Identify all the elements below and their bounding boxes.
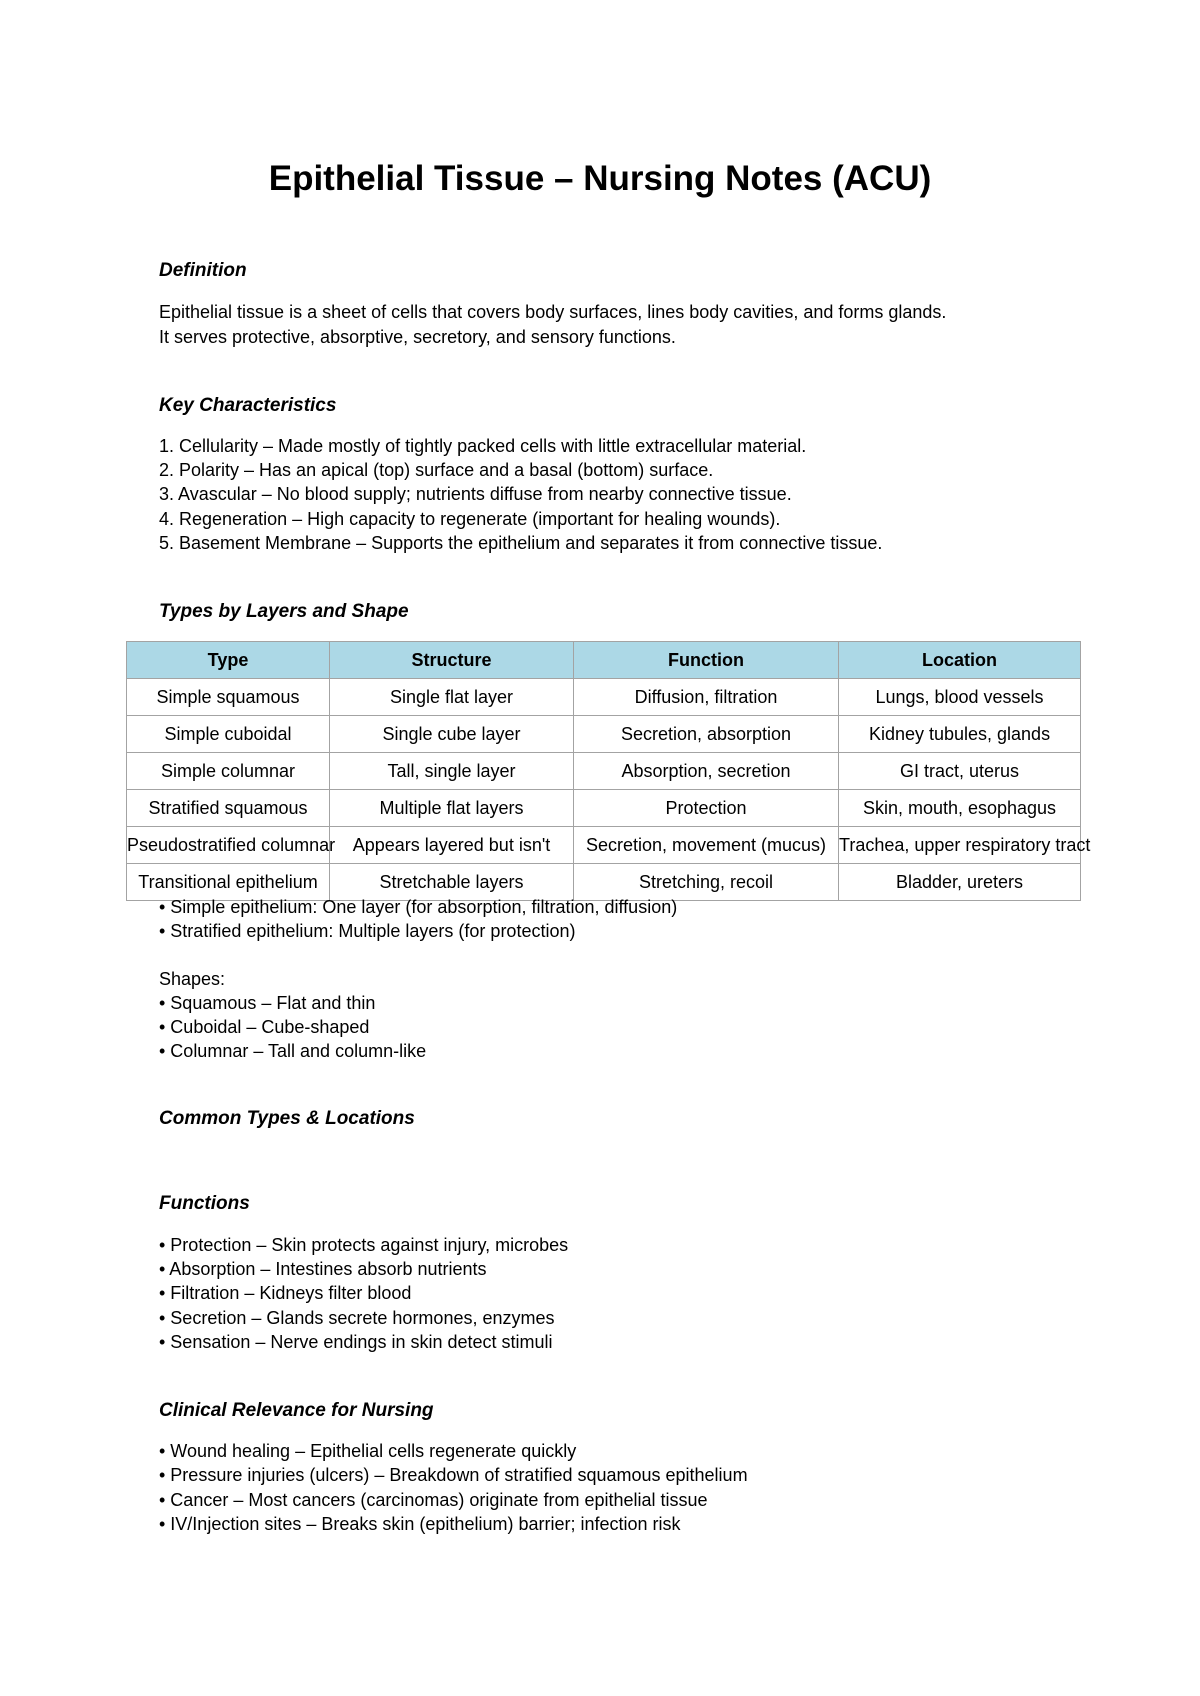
clinical-item: • Wound healing – Epithelial cells regenerate quickly (159, 1441, 577, 1461)
table-cell: Simple squamous (127, 679, 330, 716)
function-item: • Sensation – Nerve endings in skin detect stimuli (159, 1332, 553, 1352)
definition-line: It serves protective, absorptive, secretory, and sensory functions. (159, 327, 676, 347)
table-cell: Stretching, recoil (574, 864, 839, 901)
table-cell: GI tract, uterus (839, 753, 1081, 790)
functions-heading: Functions (159, 1193, 250, 1214)
column-header-structure: Structure (330, 642, 574, 679)
function-item: • Absorption – Intestines absorb nutrients (159, 1259, 487, 1279)
shapes-label: Shapes: (159, 969, 226, 989)
clinical-item: • Cancer – Most cancers (carcinomas) originate from epithelial tissue (159, 1490, 708, 1510)
characteristic-item: 4. Regeneration – High capacity to regenerate (important for healing wounds). (159, 509, 781, 529)
clinical-item: • IV/Injection sites – Breaks skin (epithelium) barrier; infection risk (159, 1514, 681, 1534)
table-cell: Simple cuboidal (127, 716, 330, 753)
definition-heading: Definition (159, 260, 247, 281)
column-header-function: Function (574, 642, 839, 679)
characteristic-item: 2. Polarity – Has an apical (top) surface and a basal (bottom) surface. (159, 460, 714, 480)
table-cell: Simple columnar (127, 753, 330, 790)
table-cell: Single flat layer (330, 679, 574, 716)
table-cell: Secretion, movement (mucus) (574, 827, 839, 864)
clinical-heading: Clinical Relevance for Nursing (159, 1400, 434, 1421)
table-cell: Skin, mouth, esophagus (839, 790, 1081, 827)
function-item: • Secretion – Glands secrete hormones, enzymes (159, 1308, 555, 1328)
clinical-item: • Pressure injuries (ulcers) – Breakdown of stratified squamous epithelium (159, 1465, 748, 1485)
column-header-type: Type (127, 642, 330, 679)
table-cell: Lungs, blood vessels (839, 679, 1081, 716)
table-row (127, 827, 1081, 864)
epithelium-types-table (126, 641, 1091, 901)
table-cell: Single cube layer (330, 716, 574, 753)
definition-line: Epithelial tissue is a sheet of cells that covers body surfaces, lines body cavities, and forms glands. (159, 302, 947, 322)
characteristics-heading: Key Characteristics (159, 395, 337, 416)
table-cell: Stratified squamous (127, 790, 330, 827)
layer-note: • Simple epithelium: One layer (for absorption, filtration, diffusion) (159, 897, 678, 917)
page-title: Epithelial Tissue – Nursing Notes (ACU) (268, 159, 932, 198)
layer-note: • Stratified epithelium: Multiple layers (for protection) (159, 921, 576, 941)
table-cell: Absorption, secretion (574, 753, 839, 790)
table-row (127, 790, 1081, 827)
table-cell: Appears layered but isn't (330, 827, 574, 864)
function-item: • Filtration – Kidneys filter blood (159, 1283, 412, 1303)
table-cell: Tall, single layer (330, 753, 574, 790)
table-row (127, 753, 1081, 790)
function-item: • Protection – Skin protects against injury, microbes (159, 1235, 569, 1255)
table-header-row (127, 642, 1081, 679)
table-cell: Protection (574, 790, 839, 827)
table-cell: Secretion, absorption (574, 716, 839, 753)
characteristic-item: 5. Basement Membrane – Supports the epithelium and separates it from connective tissue. (159, 533, 883, 553)
table-cell: Kidney tubules, glands (839, 716, 1081, 753)
shape-item: • Columnar – Tall and column-like (159, 1041, 427, 1061)
common-types-heading: Common Types & Locations (159, 1108, 415, 1129)
characteristic-item: 3. Avascular – No blood supply; nutrients diffuse from nearby connective tissue. (159, 484, 792, 504)
table-row (127, 679, 1081, 716)
table-cell: Pseudostratified columnar (127, 827, 330, 864)
table-cell: Transitional epithelium (127, 864, 330, 901)
column-header-location: Location (839, 642, 1081, 679)
table-cell: Bladder, ureters (839, 864, 1081, 901)
table-row (127, 716, 1081, 753)
types-heading: Types by Layers and Shape (159, 601, 409, 622)
shape-item: • Squamous – Flat and thin (159, 993, 376, 1013)
table-cell: Diffusion, filtration (574, 679, 839, 716)
shape-item: • Cuboidal – Cube-shaped (159, 1017, 370, 1037)
table-cell: Stretchable layers (330, 864, 574, 901)
characteristic-item: 1. Cellularity – Made mostly of tightly packed cells with little extracellular material. (159, 436, 807, 456)
table-cell: Trachea, upper respiratory tract (839, 827, 1081, 864)
table-cell: Multiple flat layers (330, 790, 574, 827)
